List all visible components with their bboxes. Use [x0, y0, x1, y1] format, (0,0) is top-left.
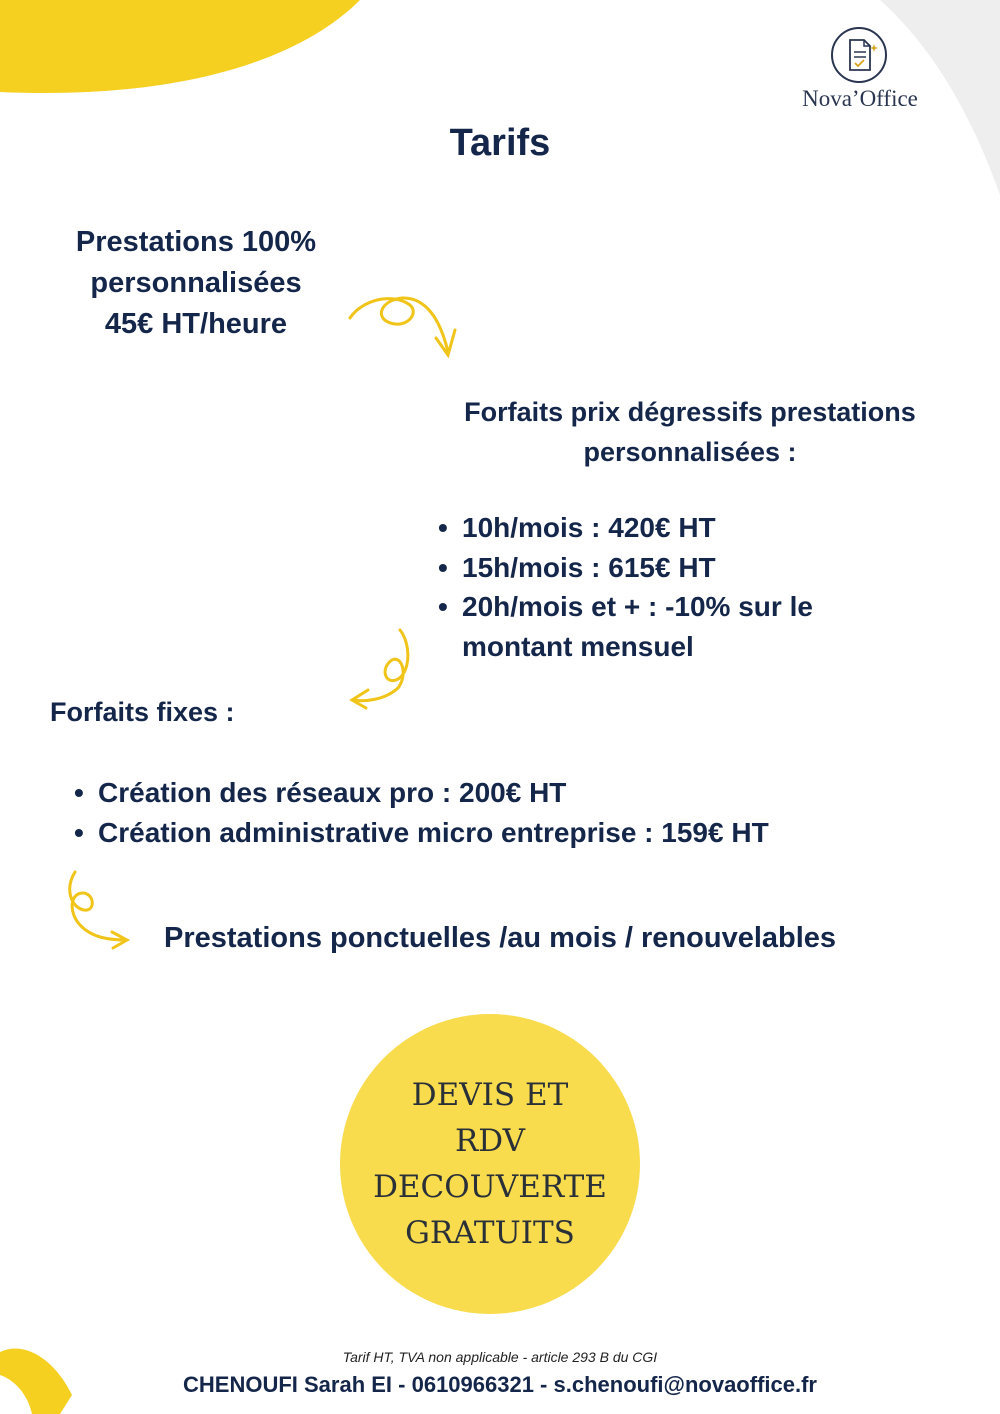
degressive-list: [434, 508, 904, 666]
tax-note: Tarif HT, TVA non applicable - article 293 B du CGI: [342, 1349, 658, 1365]
personalized-line: personnalisées: [90, 267, 302, 299]
personalized-price: 45€ HT/heure: [104, 308, 288, 340]
curly-arrow-icon-2: [352, 630, 408, 708]
curly-arrow-icon-3: [70, 872, 127, 948]
free-quote-circle: [340, 1014, 640, 1314]
fixed-title: Forfaits fixes :: [50, 697, 235, 727]
contact-line: CHENOUFI Sarah EI - 0610966321 - s.chenoufi@novaoffice.fr: [183, 1372, 817, 1397]
free-quote-line: DECOUVERTE: [373, 1169, 607, 1205]
free-quote-line: GRATUITS: [405, 1215, 575, 1251]
curly-arrow-icon-1: [350, 298, 455, 355]
ponctual-text: Prestations ponctuelles /au mois / renouvelables: [164, 922, 837, 954]
degressive-title-line: Forfaits prix dégressifs prestations: [464, 397, 916, 427]
personalized-offer: [40, 222, 352, 345]
degressive-item: • 20h/mois et + : -10% sur le montant mensuel: [434, 587, 904, 666]
personalized-line: Prestations 100%: [75, 226, 317, 258]
brand-name: Nova’Office: [802, 86, 918, 111]
free-quote-line: DEVIS ET: [411, 1077, 569, 1113]
degressive-title: [420, 392, 960, 472]
degressive-item: • 15h/mois : 615€ HT: [434, 548, 904, 588]
free-quote-line: RDV: [454, 1123, 526, 1159]
free-quote-text: [360, 1072, 620, 1256]
page-title: Tarifs: [449, 122, 551, 164]
top-left-yellow-blob: [0, 0, 360, 93]
fixed-item: • Création des réseaux pro : 200€ HT: [70, 773, 970, 813]
degressive-title-line: personnalisées :: [583, 437, 797, 467]
degressive-item: • 10h/mois : 420€ HT: [434, 508, 904, 548]
document-check-icon: [830, 26, 888, 84]
fixed-list: [70, 773, 970, 852]
fixed-item: • Création administrative micro entreprise : 159€ HT: [70, 813, 970, 853]
